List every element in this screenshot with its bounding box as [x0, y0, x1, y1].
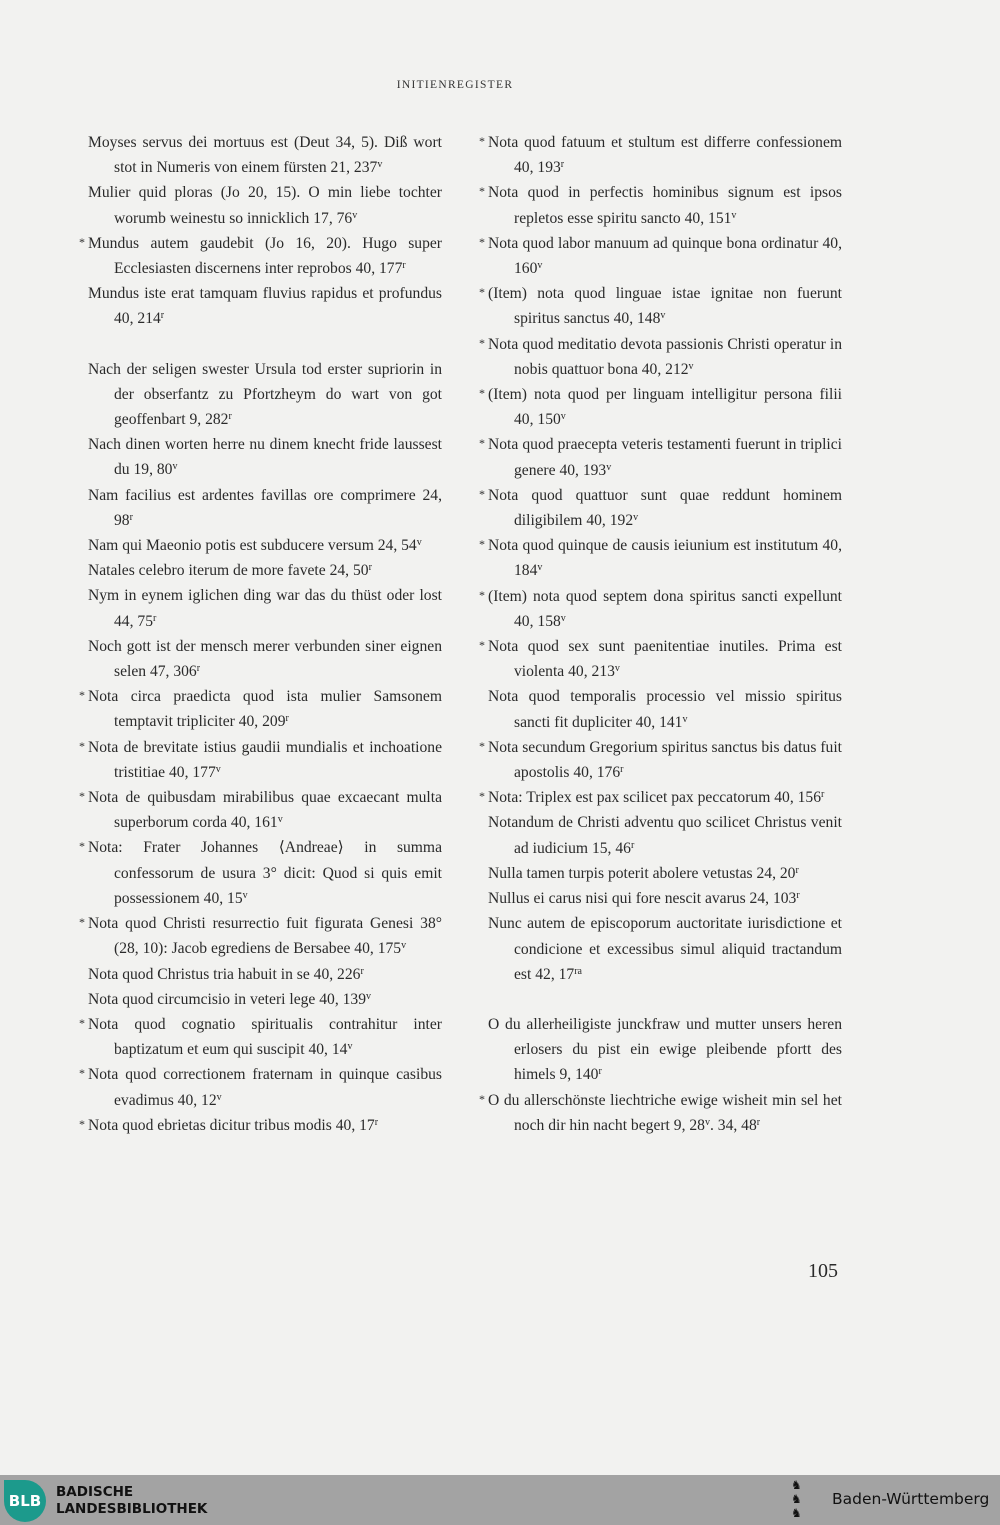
entry-text: Nach der seligen swester Ursula tod erster supriorin in der obserfantz zu Pfortzheym do wart von got geoffenbart 9, 282 [88, 360, 442, 429]
entry-text: Noch gott ist der mensch merer verbunden siner eignen selen 47, 306 [88, 637, 442, 681]
asterisk-marker: * [479, 1091, 485, 1106]
asterisk-marker: * [79, 789, 85, 804]
index-entry [479, 1088, 842, 1138]
folio-side: r [620, 764, 624, 776]
entry-text: Nym in eynem iglichen ding war das du thüst oder lost 44, 75 [88, 587, 442, 630]
asterisk-marker: * [79, 915, 85, 930]
asterisk-marker: * [479, 486, 485, 501]
entry-text: Nam qui Maeonio potis est subducere versum 24, 54 [88, 537, 417, 555]
folio-side: v [401, 940, 407, 952]
folio-side: r [598, 1066, 602, 1078]
entry-text: Nulla tamen turpis poterit abolere vetustas 24, 20 [488, 864, 796, 882]
asterisk-marker: * [479, 537, 485, 552]
index-entry [479, 634, 842, 684]
folio-side: r [402, 260, 406, 272]
folio-side: v [416, 537, 422, 549]
folio-side: r [560, 159, 565, 171]
folio-side: v [366, 990, 372, 1002]
folio-side: v [633, 512, 639, 524]
index-entry [488, 810, 842, 860]
folio-side: v [172, 461, 178, 473]
entry-text: Nota circa praedicta quod ista mulier Samsonem temptavit tripliciter 40, 209 [88, 688, 442, 731]
index-entry [88, 357, 442, 433]
asterisk-marker: * [479, 335, 485, 350]
folio-side: v [537, 562, 543, 574]
asterisk-marker: * [479, 285, 485, 300]
asterisk-marker: * [479, 638, 485, 653]
entry-text: Nota quod correctionem fraternam in quinque casibus evadimus 40, 12 [88, 1066, 442, 1109]
asterisk-marker: * [79, 738, 85, 753]
index-entry [488, 861, 842, 886]
folio-side: r [152, 612, 157, 624]
entry-text: O du allerschönste liechtriche ewige wisheit min sel het noch dir hin nacht begert 9, 28 [488, 1091, 842, 1134]
asterisk-marker: * [79, 1116, 85, 1131]
index-entry [479, 281, 842, 331]
entry-text: Nunc autem de episcoporum auctoritate iurisdictione et condicione et excessibus simul aliquid tractandum est 42, 17 [488, 915, 842, 983]
library-name[interactable] [56, 1484, 207, 1518]
asterisk-marker: * [79, 688, 85, 703]
entry-text: Nota quod praecepta veteris testamenti fuerunt in triplici genere 40, 193 [488, 436, 842, 479]
entry-text: Notandum de Christi adventu quo scilicet Christus venit ad iudicium 15, 46 [488, 814, 842, 857]
asterisk-marker: * [479, 184, 485, 199]
folio-side: v [731, 209, 737, 221]
index-entry [479, 785, 842, 810]
folio-side: r [630, 839, 635, 851]
asterisk-marker: * [479, 436, 485, 451]
folio-side: r [821, 789, 825, 801]
entry-text: Nach dinen worten herre nu dinem knecht fride laussest du 19, 80 [88, 436, 442, 479]
index-entry [88, 483, 442, 533]
state-name[interactable]: Baden-Württemberg [832, 1490, 990, 1508]
index-entry [79, 231, 442, 281]
folio-side: r [160, 310, 165, 322]
entry-text: Nota: Frater Johannes ⟨Andreae⟩ in summa confessorum de usura 3° dicit: Quod si quis emit possessionem 40, 15 [88, 839, 442, 907]
index-entry [88, 130, 442, 180]
entry-text: Nota quod fatuum et stultum est differre confessionem 40, 193 [488, 134, 842, 177]
asterisk-marker: * [79, 234, 85, 249]
entry-text: Nam facilius est ardentes favillas ore comprimere 24, 98 [88, 486, 442, 529]
entry-text: Nota quod Christus tria habuit in se 40, 226 [88, 965, 361, 983]
entry-text: O du allerheiligiste junckfraw und mutter unsers heren erlosers du pist ein ewige pleibende pfortt des himels 9, 140 [488, 1015, 842, 1084]
entry-text: Moyses servus dei mortuus est (Deut 34, 5). Diß wort stot in Numeris von einem fürsten 21, 237 [88, 134, 442, 177]
index-entry [88, 987, 442, 1012]
folio-side: v [682, 713, 688, 725]
folio-side: v [704, 1116, 710, 1128]
index-entry [79, 1062, 442, 1112]
index-entry [88, 533, 442, 558]
entry-text: Nota quod in perfectis hominibus signum est ipsos repletos esse spiritu sancto 40, 151 [488, 184, 842, 227]
index-entry [88, 281, 442, 331]
asterisk-marker: * [479, 234, 485, 249]
asterisk-marker: * [479, 134, 485, 148]
library-name-line1: BADISCHE [56, 1484, 134, 1500]
folio-side: r [196, 663, 201, 675]
index-entry [79, 684, 442, 734]
index-entry [79, 835, 442, 911]
entry-text: Nota quod circumcisio in veteri lege 40, 139 [88, 990, 367, 1008]
folio-side: v [352, 209, 358, 221]
entry-text: Nota quod quinque de causis ieiunium est institutum 40, 184 [488, 537, 842, 580]
index-entry [79, 1012, 442, 1062]
footer-bar [0, 1475, 1000, 1525]
asterisk-marker: * [479, 789, 485, 804]
entry-text: Nota secundum Gregorium spiritus sanctus bis datus fuit apostolis 40, 176 [488, 738, 842, 782]
index-entry [88, 962, 442, 987]
entry-text: Nota quod temporalis processio vel missio spiritus sancti fit dupliciter 40, 141 [488, 688, 842, 731]
asterisk-marker: * [79, 1015, 85, 1030]
entry-text: Mulier quid ploras (Jo 20, 15). O min liebe tochter worumb weinestu so innicklich 17, 76 [88, 184, 442, 227]
folio-side: v [242, 889, 248, 901]
entry-text: Nota quod meditatio devota passionis Christi operatur in nobis quattuor bona 40, 212 [488, 335, 842, 378]
right-column [479, 130, 842, 1138]
index-entry [488, 684, 842, 734]
index-entry [79, 1113, 442, 1138]
folio-side: v [216, 1091, 222, 1103]
folio-side: r [368, 562, 372, 574]
folio-side: v [560, 612, 566, 624]
entry-text: Nullus ei carus nisi qui fore nescit avarus 24, 103 [488, 890, 797, 908]
index-entry [88, 558, 442, 583]
index-entry [79, 735, 442, 785]
asterisk-marker: * [479, 386, 485, 401]
folio-side: v [347, 1041, 353, 1053]
entry-text: Nota quod ebrietas dicitur tribus modis 40, 17 [88, 1116, 375, 1134]
folio-side: v [614, 663, 620, 675]
index-entry [79, 911, 442, 961]
folio-side: v [277, 814, 283, 826]
folio-side: r [129, 511, 133, 523]
index-entry [479, 231, 842, 281]
index-entry [479, 130, 842, 180]
entry-text: (Item) nota quod per linguam intelligitur persona filii 40, 150 [488, 386, 842, 429]
entry-text: Nota quod quattuor sunt quae reddunt hominem diligibilem 40, 192 [488, 486, 842, 530]
index-entry [88, 634, 442, 684]
asterisk-marker: * [79, 839, 85, 854]
entry-text: Nota quod Christi resurrectio fuit figurata Genesi 38° (28, 10): Jacob egrediens de Bersabee 40, 175 [88, 915, 442, 958]
index-entry [479, 533, 842, 583]
index-entry [479, 735, 842, 785]
folio-side: r [360, 965, 364, 977]
entry-text: Nota quod cognatio spiritualis contrahitur inter baptizatum et eum qui suscipit 40, 14 [88, 1015, 442, 1059]
asterisk-marker: * [79, 1066, 85, 1081]
folio-side: ra [574, 965, 582, 977]
index-entry [88, 583, 442, 633]
index-entry [479, 483, 842, 533]
index-entry [488, 1012, 842, 1088]
entry-text: (Item) nota quod linguae istae ignitae non fuerunt spiritus sanctus 40, 148 [488, 285, 842, 328]
entry-text: Nota quod sex sunt paenitentiae inutiles. Prima est violenta 40, 213 [488, 638, 842, 681]
left-column [79, 130, 442, 1138]
index-entry [479, 180, 842, 230]
running-header: INITIENREGISTER [396, 79, 514, 91]
index-entry [488, 911, 842, 987]
entry-text: Mundus iste erat tamquam fluvius rapidus et profundus 40, 214 [88, 285, 442, 328]
entry-text: Natales celebro iterum de more favete 24, 50 [88, 562, 369, 580]
folio-side: r [228, 411, 232, 423]
index-entry [479, 584, 842, 634]
entry-text: Nota: Triplex est pax scilicet pax peccatorum 40, 156 [488, 789, 822, 807]
entry-text: Nota de quibusdam mirabilibus quae excaecant multa superborum corda 40, 161 [88, 789, 442, 832]
entry-text: Mundus autem gaudebit (Jo 16, 20). Hugo super Ecclesiasten discernens inter reprobos 40, 177 [88, 234, 442, 278]
library-name-line2: LANDESBIBLIOTHEK [56, 1501, 208, 1517]
entry-text: Nota quod labor manuum ad quinque bona ordinatur 40, 160 [488, 234, 842, 278]
index-entry [479, 332, 842, 382]
folio-side: v [537, 260, 543, 272]
folio-side: r [374, 1116, 379, 1128]
folio-side: v [215, 763, 221, 775]
folio-side: v [660, 310, 666, 322]
entry-text: (Item) nota quod septem dona spiritus sancti expellunt 40, 158 [488, 587, 842, 630]
index-entry [488, 886, 842, 911]
index-entry [88, 180, 442, 230]
folio-side: r [796, 890, 800, 902]
asterisk-marker: * [479, 738, 485, 753]
folio-side: r [795, 864, 799, 876]
entry-text: . 34, 48 [709, 1116, 757, 1134]
page-number: 105 [808, 1260, 838, 1282]
folio-side: r [756, 1116, 761, 1128]
entry-text: Nota de brevitate istius gaudii mundialis et inchoatione tristitiae 40, 177 [88, 738, 442, 781]
index-entry [479, 382, 842, 432]
folio-side: r [285, 713, 289, 725]
blb-logo[interactable]: BLB [4, 1480, 46, 1522]
lions-coat-of-arms-icon: ♞ ♞ ♞ [791, 1478, 802, 1520]
index-entry [479, 432, 842, 482]
asterisk-marker: * [479, 587, 485, 602]
folio-side: v [377, 159, 383, 171]
folio-side: v [560, 411, 566, 423]
index-entry [88, 432, 442, 482]
folio-side: v [606, 461, 612, 473]
folio-side: v [688, 360, 694, 372]
index-entry [79, 785, 442, 835]
